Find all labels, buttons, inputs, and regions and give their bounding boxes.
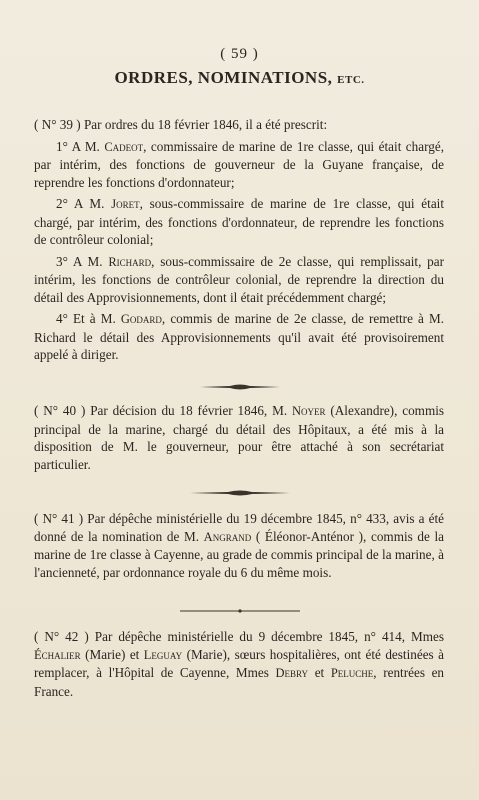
item-3-name: Richard <box>108 254 152 269</box>
item-1-prefix: 1° A M. <box>56 138 100 154</box>
section-40-number: ( N° 40 ) <box>34 403 86 418</box>
item-1-name: Cadeot <box>104 139 144 154</box>
item-2-name: Joret <box>111 197 140 211</box>
section-42-text-c: (Marie), sœurs hospitalières, ont été destinées à remplacer, à l'Hôpital de Cayenne, Mmes <box>34 646 444 680</box>
section-41-number: ( N° 41 ) <box>34 511 84 526</box>
item-4-name: Godard <box>120 312 162 326</box>
section-39-item-3 <box>34 253 444 307</box>
section-42 <box>34 628 444 700</box>
item-4-text: , commis de marine de 2e classe, de remettre à M. Richard le détail des Approvisionnements qu'il avait été provisoirement appelé à diriger. <box>34 311 445 362</box>
section-39-item-2 <box>34 195 444 249</box>
separator-ornament <box>0 607 479 615</box>
section-42-name-2: Leguay <box>143 647 183 662</box>
page-number: ( 59 ) <box>220 46 259 62</box>
section-40 <box>34 402 444 473</box>
section-39-number: ( N° 39 ) <box>34 117 81 132</box>
section-41-text-a: Par dépêche ministérielle du 19 décembre 1845, n° 433, avis a été donné de la nomination de M. <box>34 511 444 544</box>
title-main: ORDRES, NOMINATIONS, <box>114 68 333 87</box>
item-3-prefix: 3° A M. <box>56 253 103 269</box>
item-4-prefix: 4° Et à M. <box>56 311 116 326</box>
item-3-text: , sous-commissaire de 2e classe, qui remplissait, par intérim, les fonctions de contrôleur colonial, de reprendre la direction du détail des Approvisionnements, dont il était précédemment chargé; <box>34 253 445 305</box>
section-42-text-e: , rentrées en France. <box>34 665 445 699</box>
section-42-name-4: Peluche <box>330 666 374 680</box>
section-42-name-1: Échalier <box>34 647 81 662</box>
separator-ornament <box>0 489 479 497</box>
section-41-name: Angrand <box>203 529 252 544</box>
section-40-name: Noyer <box>291 404 326 418</box>
item-2-prefix: 2° A M. <box>56 196 105 211</box>
section-42-text-a: Par dépêche ministérielle du 9 décembre 1845, n° 414, Mmes <box>94 629 444 644</box>
section-39-intro <box>34 116 444 134</box>
title-etc: ETC. <box>337 74 365 86</box>
section-42-name-3: Debry <box>275 666 309 680</box>
section-42-body <box>34 628 444 700</box>
section-42-text-b: (Marie) et <box>85 646 140 662</box>
section-40-body <box>34 402 444 473</box>
section-40-text-a: Par décision du 18 février 1846, M. <box>90 403 288 418</box>
page-title <box>0 68 479 88</box>
section-40-text-b: (Alexandre), commis principal de la marine, chargé du détail des Hôpitaux, a été mis à la disposition de M. le gouverneur, pour être attaché à son secrétariat particulier. <box>34 403 444 472</box>
section-39-item-4 <box>34 310 444 364</box>
section-41 <box>34 510 444 581</box>
item-2-text: , sous-commissaire de marine de 1re classe, qui était chargé, par intérim, des fonctions d'ordonnateur, de reprendre les fonctions de contrôleur colonial; <box>34 196 444 247</box>
item-1-text: , commissaire de marine de 1re classe, qui était chargé, par intérim, des fonctions de gouverneur de la Guyane française, de reprendre les fonctions d'ordonnateur; <box>34 138 445 190</box>
section-41-text-b: ( Éléonor-Anténor ), commis de la marine de 1re classe à Cayenne, au grade de commis principal de la marine, à l'ancienneté, par ordonnance royale du 6 du même mois. <box>34 528 445 580</box>
section-41-body <box>34 510 444 581</box>
section-42-number: ( N° 42 ) <box>34 629 89 644</box>
section-39-item-1 <box>34 138 444 192</box>
section-42-text-d: et <box>314 665 325 680</box>
separator-ornament <box>0 383 479 391</box>
section-39 <box>34 116 444 364</box>
section-39-intro-text: Par ordres du 18 février 1846, il a été prescrit: <box>83 117 328 132</box>
